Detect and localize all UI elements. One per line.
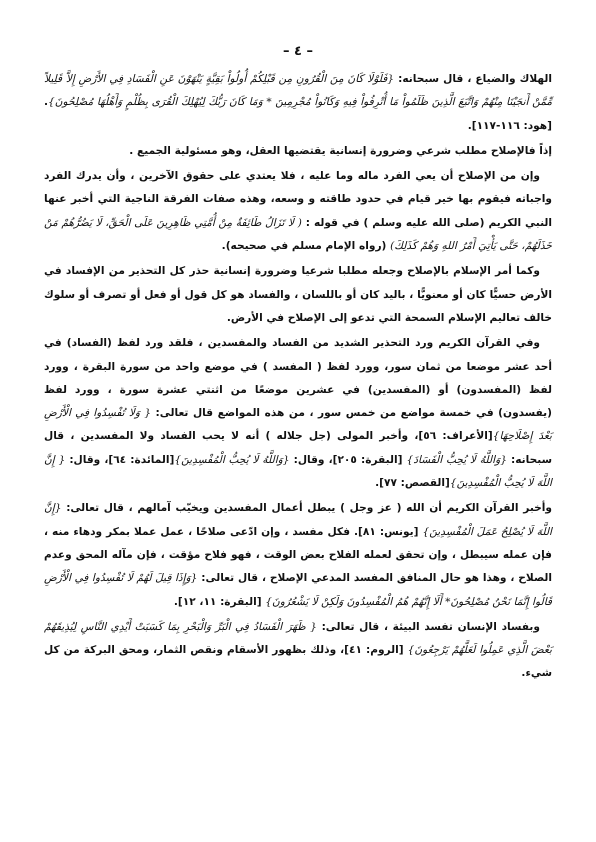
quran-quote: ( لَا تَزَالُ طَائِفَةٌ مِنْ أُمَّتِي ظَاهِرِينَ عَلَى الْحَقِّ، لَا يَضُرُّهُمْ مَنْ خَذَلَهُمْ، حَتَّى يَأْتِيَ أَمْرُ اللهِ وَهُمْ كَذَلِكَ) [44, 216, 552, 253]
paragraph-p7 [44, 616, 552, 686]
paragraph-text: [الروم: ٤١]، وذلك بظهور الأسقام ونقص الثمار، ومحق البركة من كل شيء. [44, 644, 552, 680]
paragraph-text: وإن من الإصلاح أن يعي الفرد ماله وما عليه ، فلا يعتدي على حقوق الآخرين ، وأن يدرك الفرد واجباته فيقوم بها خير قيام في حدود طاقته و وسعه، وهذه صفات الفرقة الناجية التي أخبر عنها النبي الكريم (صلى الله عليه وسلم ) في قوله : [44, 170, 552, 229]
paragraph-text: (رواه الإمام مسلم في صحيحه). [221, 240, 391, 253]
paragraph-text: [البقرة: ١١، ١٢]. [173, 595, 266, 608]
quran-quote: {وَإِذَا قِيلَ لَهُمْ لَا تُفْسِدُوا فِي الْأَرْضِ قَالُوا إِنَّمَا نَحْنُ مُصْلِحُونَ* أَلَا إِنَّهُمْ هُمُ الْمُفْسِدُونَ وَلَكِنْ لَا يَشْعُرُونَ} [44, 572, 552, 608]
paragraph-text: [الأعراف: ٥٦]، وأخبر المولى (جل جلاله ) أنه لا يحب الفساد ولا المفسدين ، قال سبحانه: [44, 430, 553, 466]
paragraph-text: [البقرة: ٢٠٥]، وقال: [289, 453, 407, 466]
quran-quote: {وَاللَّهُ لَا يُحِبُّ الْفَسَادَ} [406, 453, 507, 466]
paragraph-p2 [44, 140, 552, 163]
page-number: – ٤ – [283, 44, 313, 59]
paragraph-text: الهلاك والضياع ، قال سبحانه: [394, 73, 553, 85]
quran-quote: {فَلَوْلَا كَانَ مِنَ الْقُرُونِ مِن قَبْلِكُمْ أُولُواْ بَقِيَّةٍ يَنْهَوْنَ عَنِ الْفَسَادِ فِي الأَرْضِ إِلاَّ قَلِيلاً مِّمَّنْ أَنجَيْنَا مِنْهُمْ وَاتَّبَعَ الَّذِينَ ظَلَمُواْ مَا أُتْرِفُواْ فِيهِ وَكَانُواْ مُجْرِمِينَ * وَمَا كَانَ رَبُّكَ لِيُهْلِكَ الْقُرَى بِظُلْمٍ وَأَهْلُهَا مُصْلِحُونَ} [44, 73, 552, 109]
paragraph-p5 [44, 332, 552, 495]
paragraph-text: وفي القرآن الكريم ورد التحذير الشديد من الفساد والمفسدين ، فلقد ورد لفظ (الفساد) في أحد عشر موضعا من ثمان سور، وورد لفظ ( المفسد ) في موضع واحد من سورة البقرة ، وورد لفظ (المفسدون) أو (المفسدين) في عشرين موضعًا من اثنتي عشرة سورة ، وورد لفظ (يفسدون) في خمسة مواضع من خمس سور ، من هذه المواضع قال تعالى: [44, 337, 552, 420]
paragraph-p3 [44, 165, 552, 258]
quran-quote: { ظَهَرَ الْفَسَادُ فِي الْبَرِّ وَالْبَحْرِ بِمَا كَسَبَتْ أَيْدِي النَّاسِ لِيُذِيقَهُمْ بَعْضَ الَّذِي عَمِلُوا لَعَلَّهُمْ يَرْجِعُونَ} [44, 620, 552, 657]
paragraph-text: [المائدة: ٦٤]، وقال: [65, 453, 175, 466]
paragraph-text: . [هود: ١١٦-١١٧]. [44, 96, 552, 132]
paragraph-text: وكما أمر الإسلام بالإصلاح وجعله مطلبا شرعيا وضرورة إنسانية حذر كل التحذير من الإفساد في الأرض حسيًّا كان أو معنويًّا ، باليد كان أو باللسان ، والفساد هو كل قول أو فعل أو تصرف أو سلوك خالف تعاليم الإسلام السمحة التي تدعو إلى الإصلاح في الأرض. [44, 265, 552, 324]
paragraph-p6 [44, 497, 552, 613]
document-body [44, 68, 552, 688]
paragraph-text: وأخبر القرآن الكريم أن الله ( عز وجل ) يبطل أعمال المفسدين ويخيّب آمالهم ، قال تعالى: [61, 502, 552, 515]
paragraph-text: وبفساد الإنسان تفسد البيئة ، قال تعالى: [316, 620, 540, 633]
paragraph-text: [يونس: ٨١]. فكل مفسد ، وإن ادّعى صلاحًا ، عمل عملا بمكر ودهاء منه ، فإن عمله سيبطل ، وإن تحقق لعمله الفلاح بعض الوقت ، فهو فلاح مؤقت ، فإن مآله المحق وعدم الصلاح ، وهذا هو حال المنافق المفسد المدعي الإصلاح ، قال تعالى: [44, 525, 552, 585]
quran-quote: { وَلَا تُفْسِدُوا فِي الْأَرْضِ بَعْدَ إِصْلَاحِهَا} [44, 407, 552, 443]
quran-quote: {إِنَّ اللَّهَ لَا يُصْلِحُ عَمَلَ الْمُفْسِدِينَ} [44, 502, 553, 538]
quran-quote: {وَاللَّهُ لَا يُحِبُّ الْمُفْسِدِينَ} [174, 453, 290, 466]
quran-quote: { إِنَّ اللَّهَ لَا يُحِبُّ الْمُفْسِدِينَ} [44, 453, 552, 490]
paragraph-text: إذاً فالإصلاح مطلب شرعي وضرورة إنسانية يقتضيها العقل، وهو مسئولية الجميع . [129, 144, 552, 157]
paragraph-p1 [44, 68, 552, 138]
paragraph-p4 [44, 260, 552, 330]
paragraph-text: [القصص: ٧٧]. [375, 477, 450, 490]
